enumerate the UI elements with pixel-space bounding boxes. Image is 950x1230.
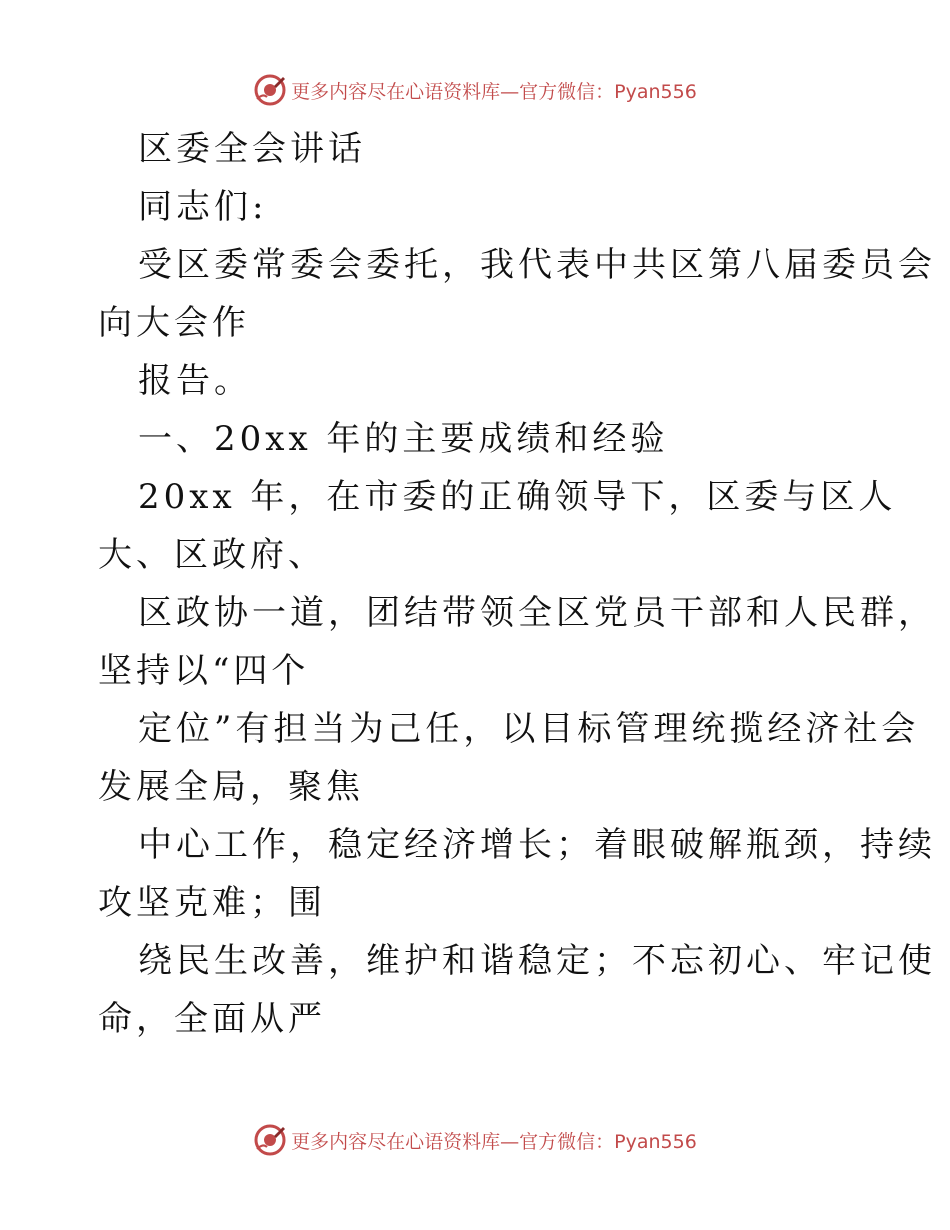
text-line: 20xx 年，在市委的正确领导下，区委与区人 — [138, 477, 897, 517]
text-line: 中心工作，稳定经济增长；着眼破解瓶颈，持续 — [138, 825, 936, 865]
watermark-id: Pyan556 — [614, 1130, 697, 1153]
watermark-text: 更多内容尽在心语资料库—官方微信： — [291, 80, 615, 103]
text-line: 区委全会讲话 — [138, 129, 366, 169]
header-watermark — [0, 70, 950, 110]
pen-logo-icon — [253, 73, 287, 107]
pen-logo-icon — [253, 1123, 287, 1157]
text-line: 一、20xx 年的主要成绩和经验 — [138, 419, 669, 459]
text-line: 定位”有担当为己任，以目标管理统揽经济社会 — [138, 709, 920, 749]
document-body — [98, 120, 936, 1048]
text-line: 受区委常委会委托，我代表中共区第八届委员会 — [138, 245, 936, 285]
text-line: 报告。 — [138, 361, 252, 401]
text-line: 坚持以“四个 — [98, 651, 310, 691]
text-line: 绕民生改善，维护和谐稳定；不忘初心、牢记使 — [138, 941, 936, 981]
footer-watermark — [0, 1120, 950, 1160]
text-line: 发展全局，聚焦 — [98, 767, 364, 807]
text-line: 向大会作 — [98, 303, 250, 343]
text-line: 命，全面从严 — [98, 999, 326, 1039]
text-line: 攻坚克难；围 — [98, 883, 326, 923]
text-line: 大、区政府、 — [98, 535, 326, 575]
text-line: 同志们: — [138, 187, 268, 227]
watermark-text: 更多内容尽在心语资料库—官方微信： — [291, 1130, 615, 1153]
watermark-id: Pyan556 — [614, 80, 697, 103]
text-line: 区政协一道，团结带领全区党员干部和人民群， — [138, 593, 936, 633]
